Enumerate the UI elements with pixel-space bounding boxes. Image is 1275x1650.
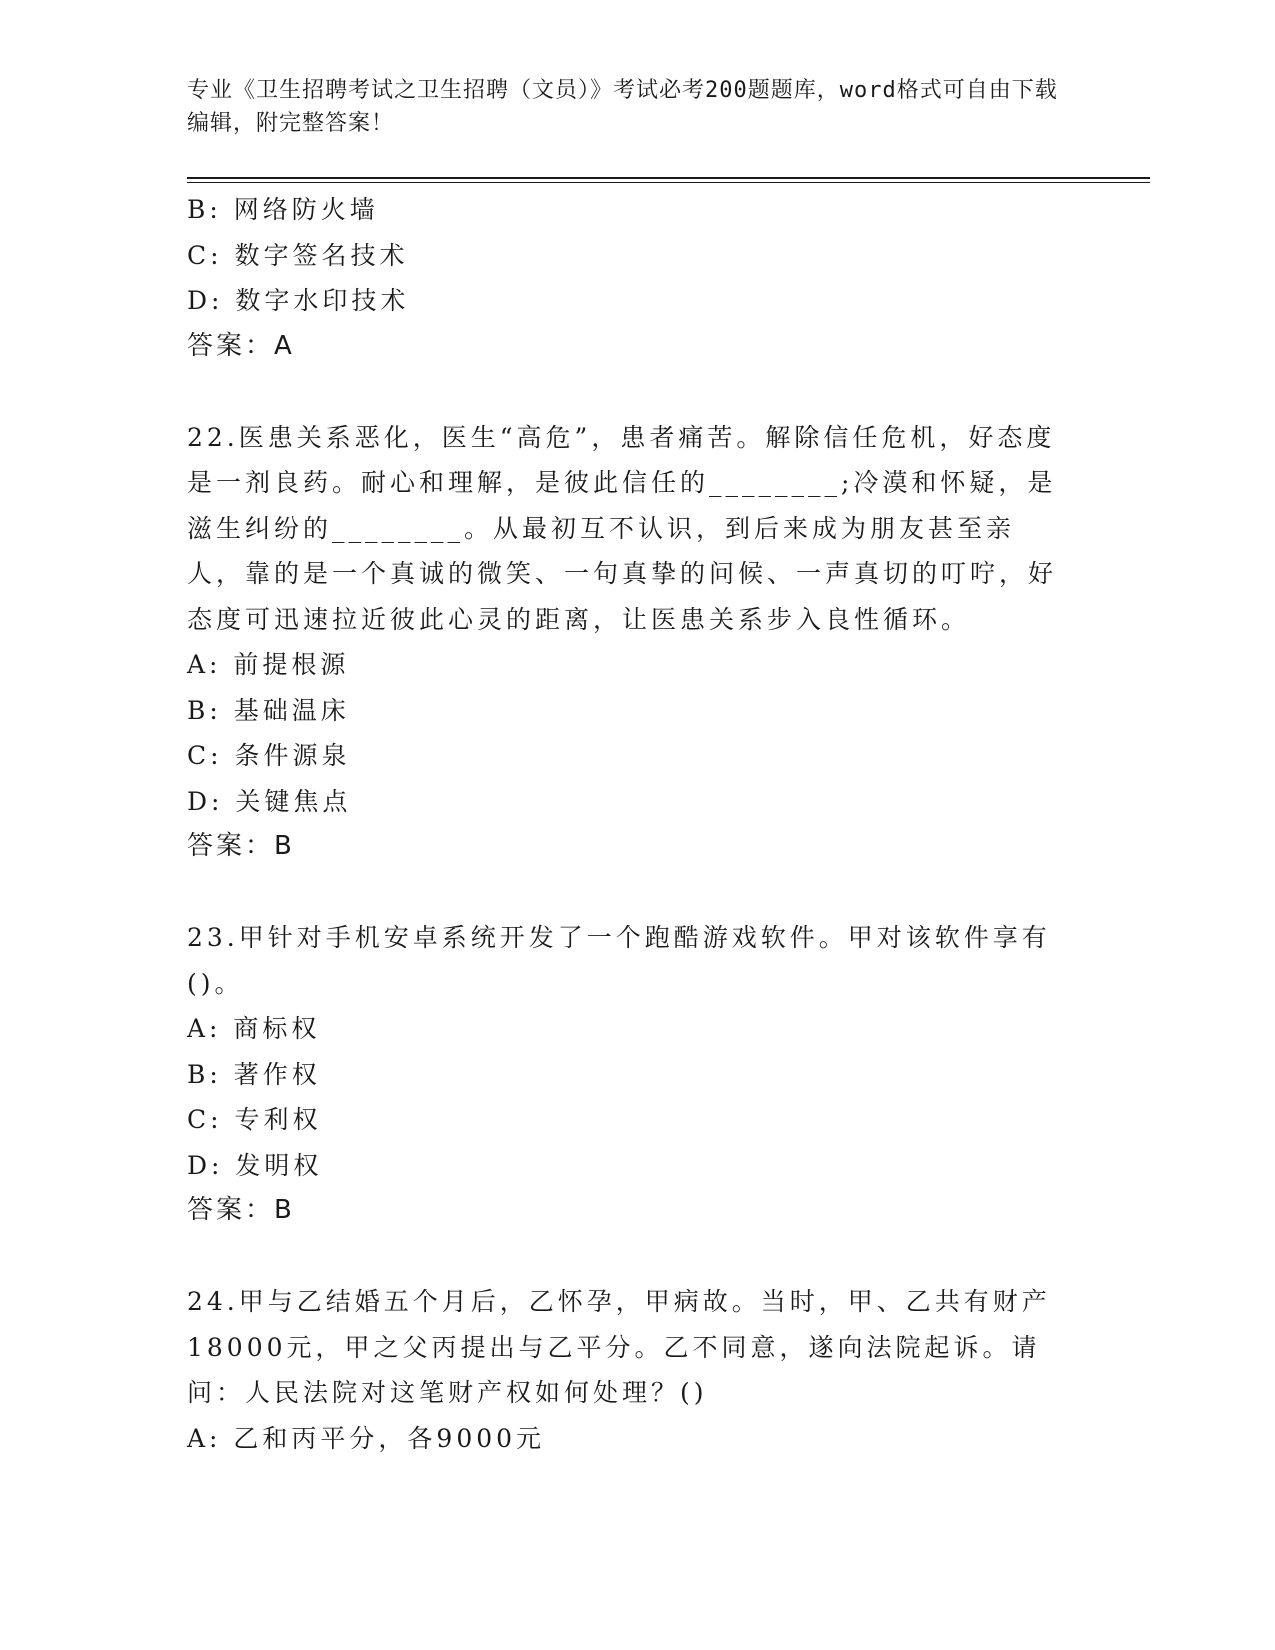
option-a: A: 乙和丙平分，各9000元 bbox=[187, 1423, 546, 1453]
header-rule-thick bbox=[187, 177, 1150, 179]
question-list bbox=[187, 187, 1087, 1461]
answer-line: 答案：A bbox=[187, 330, 295, 361]
question-block bbox=[187, 187, 1087, 369]
question-block bbox=[187, 1279, 1087, 1461]
question-block bbox=[187, 415, 1087, 870]
option-b: B: 著作权 bbox=[187, 1059, 321, 1089]
question-block bbox=[187, 915, 1087, 1234]
option-a: A: 前提根源 bbox=[187, 650, 350, 679]
spacer bbox=[187, 369, 1087, 415]
option-d: D: 关键焦点 bbox=[187, 786, 352, 816]
spacer bbox=[187, 870, 1087, 916]
option-b: B: 网络防火墙 bbox=[187, 195, 379, 224]
answer-line: 答案：B bbox=[187, 831, 295, 861]
option-b: B: 基础温床 bbox=[187, 695, 350, 725]
option-d: D: 发明权 bbox=[187, 1150, 323, 1180]
question-text: 24.甲与乙结婚五个月后，乙怀孕，甲病故。当时，甲、乙共有财产18000元，甲之父丙提出与乙平分。乙不同意，遂向法院起诉。请问：人民法院对这笔财产权如何处理？() bbox=[187, 1287, 1051, 1407]
question-text: 23.甲针对手机安卓系统开发了一个跑酷游戏软件。甲对该软件享有()。 bbox=[187, 923, 1051, 998]
question-text: 22.医患关系恶化，医生“高危”，患者痛苦。解除信任危机，好态度是一剂良药。耐心和理解，是彼此信任的________;冷漠和怀疑，是滋生纠纷的________。从最初互不认识，到后来成为朋友甚至亲人，靠的是一个真诚的微笑、一句真挚的问候、一声真切的叮咛，好态度可迅速拉近彼此心灵的距离，让医患关系步入良性循环。 bbox=[187, 422, 1058, 634]
option-c: C: 专利权 bbox=[187, 1105, 322, 1134]
option-c: C: 条件源泉 bbox=[187, 741, 351, 770]
option-c: C: 数字签名技术 bbox=[187, 240, 409, 270]
document-header: 专业《卫生招聘考试之卫生招聘（文员）》考试必考200题题库，word格式可自由下载编辑，附完整答案！ bbox=[187, 78, 1058, 136]
header-rule-thin bbox=[187, 182, 1150, 183]
spacer bbox=[187, 1234, 1087, 1280]
option-a: A: 商标权 bbox=[187, 1014, 321, 1043]
answer-line: 答案：B bbox=[187, 1195, 295, 1225]
option-d: D: 数字水印技术 bbox=[187, 286, 410, 315]
